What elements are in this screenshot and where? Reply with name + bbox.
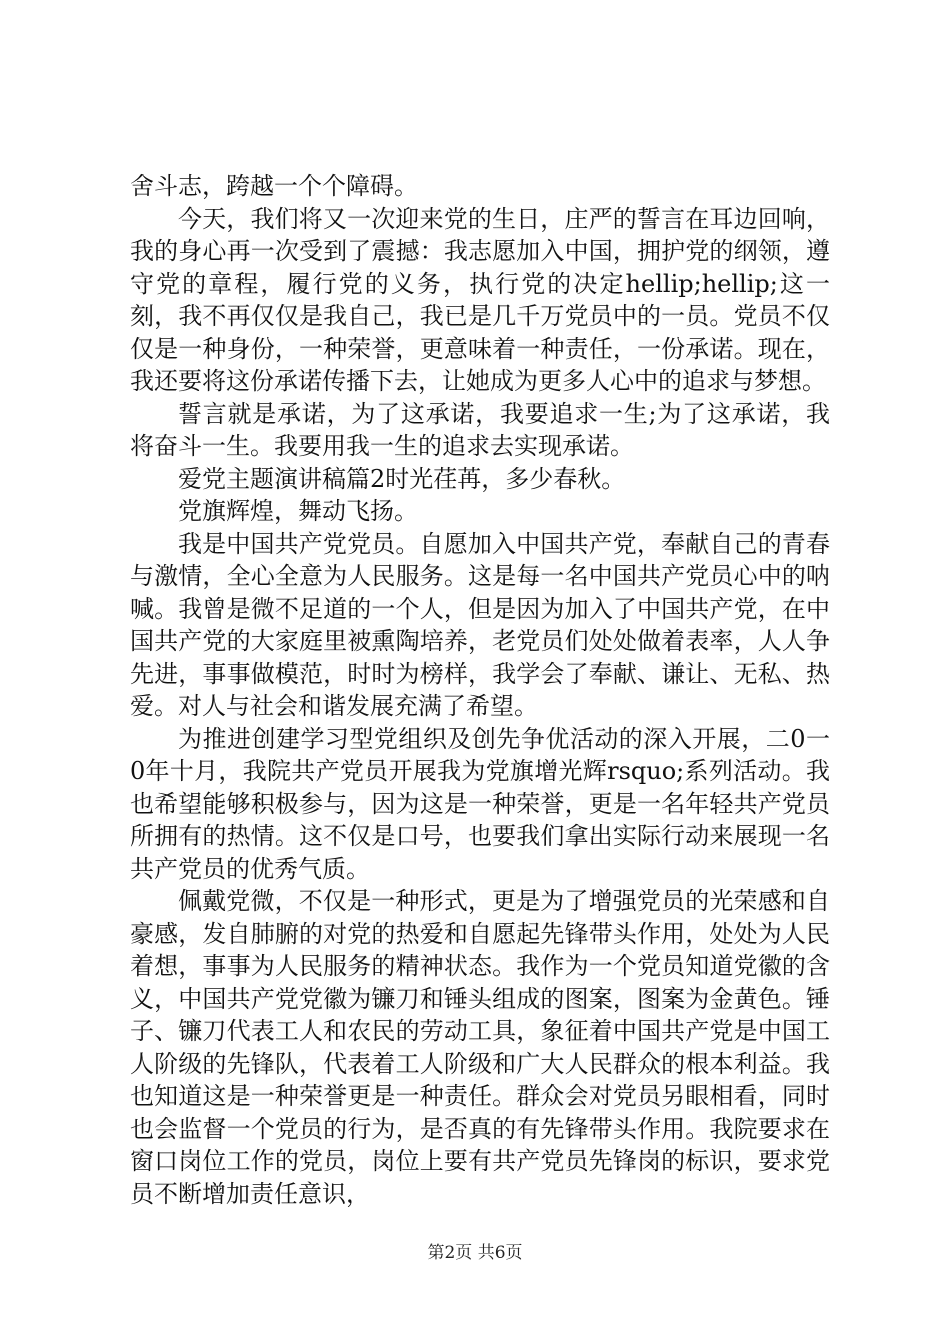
paragraph-5: 党旗辉煌，舞动飞扬。 xyxy=(178,497,418,525)
page-number-footer: 第2页 共6页 xyxy=(427,1243,523,1263)
paragraph-4: 爱党主题演讲稿篇2时光荏苒，多少春秋。 xyxy=(178,464,626,493)
paragraph-2: 今天，我们将又一次迎来党的生日，庄严的誓言在耳边回响，我的身心再一次受到了震撼：我志愿加入中国，拥护党的纲领，遵守党的章程，履行党的义务，执行党的决定hellip;hellip;这一刻，我不再仅仅是我自己，我已是几千万党员中的一员。党员不仅仅是一种身份，一种荣誉，更意味着一种责任，一份承诺。现在，我还要将这份承诺传播下去，让她成为更多人心中的追求与梦想。 xyxy=(130,204,830,395)
body-text xyxy=(130,170,830,1210)
paragraph-6: 我是中国共产党党员。自愿加入中国共产党，奉献自己的青春与激情，全心全意为人民服务。这是每一名中国共产党员心中的呐喊。我曾是微不足道的一个人，但是因为加入了中国共产党，在中国共产党的大家庭里被熏陶培养，老党员们处处做着表率，人人争先进，事事做模范，时时为榜样，我学会了奉献、谦让、无私、热爱。对人与社会和谐发展充满了希望。 xyxy=(130,529,830,720)
paragraph-7: 为推进创建学习型党组织及创先争优活动的深入开展，二0一0年十月，我院共产党员开展我为党旗增光辉rsquo;系列活动。我也希望能够积极参与，因为这是一种荣誉，更是一名年轻共产党员所拥有的热情。这不仅是口号，也要我们拿出实际行动来展现一名共产党员的优秀气质。 xyxy=(130,724,830,883)
paragraph-1: 舍斗志，跨越一个个障碍。 xyxy=(130,172,418,200)
paragraph-8: 佩戴党微，不仅是一种形式，更是为了增强党员的光荣感和自豪感，发自肺腑的对党的热爱和自愿起先锋带头作用，处处为人民着想，事事为人民服务的精神状态。我作为一个党员知道党徽的含义，中国共产党党徽为镰刀和锤头组成的图案，图案为金黄色。锤子、镰刀代表工人和农民的劳动工具，象征着中国共产党是中国工人阶级的先锋队，代表着工人阶级和广大人民群众的根本利益。我也知道这是一种荣誉更是一种责任。群众会对党员另眼相看，同时也会监督一个党员的行为，是否真的有先锋带头作用。我院要求在窗口岗位工作的党员，岗位上要有共产党员先锋岗的标识，要求党员不断增加责任意识， xyxy=(130,887,830,1208)
paragraph-3: 誓言就是承诺，为了这承诺，我要追求一生;为了这承诺，我将奋斗一生。我要用我一生的追求去实现承诺。 xyxy=(130,399,830,460)
